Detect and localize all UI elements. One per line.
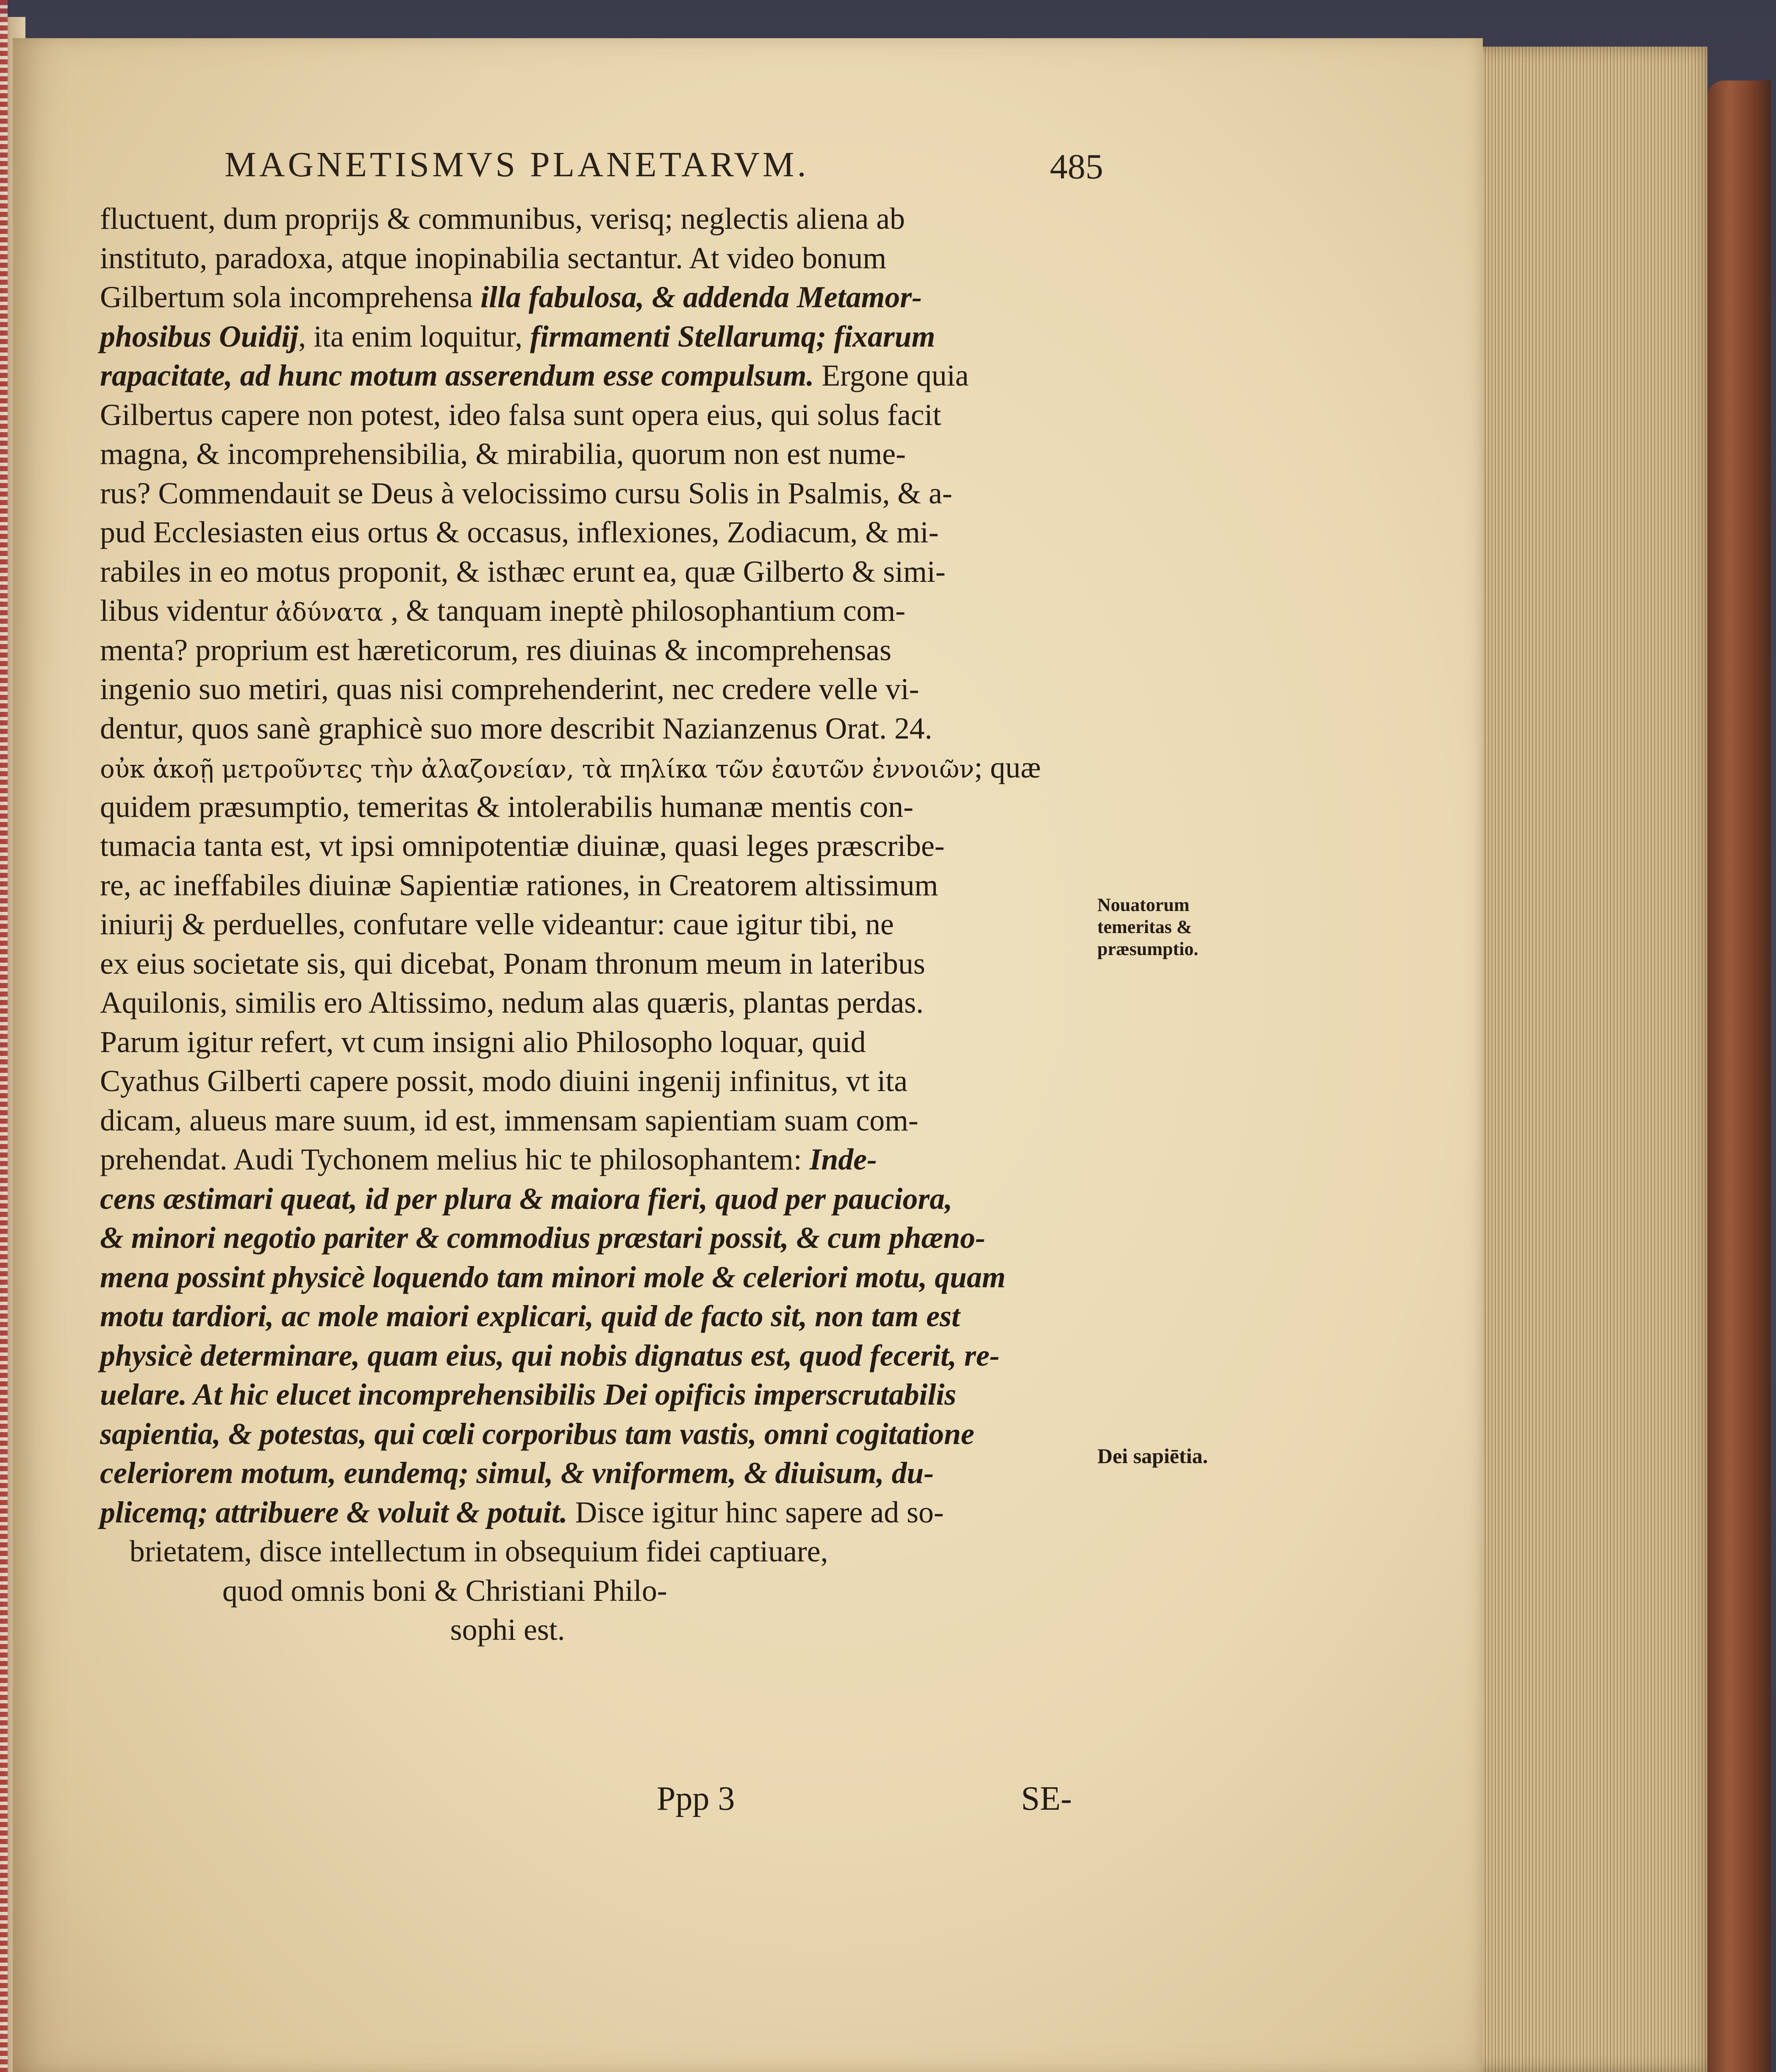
text-line [100,866,1096,905]
text-line [100,905,1096,944]
text-run: Parum igitur refert, vt cum insigni alio Philosopho loquar, quid [100,1025,866,1059]
text-run: menta? proprium est hæreticorum, res diuinas & incomprehensas [100,633,892,667]
text-line [100,1297,1096,1336]
text-run: fluctuent, dum proprijs & communibus, verisq; neglectis aliena ab [100,202,905,236]
page-number: 485 [1050,147,1103,186]
text-line [100,552,1096,592]
text-run: re, ac ineffabiles diuinæ Sapientiæ rationes, in Creatorem altissimum [100,868,938,902]
margin-note-nouatorum [1097,894,1198,960]
text-run: dicam, alueus mare suum, id est, immensam sapientiam suam com- [100,1103,919,1137]
text-line [100,1140,1096,1179]
text-run: pud Ecclesiasten eius ortus & occasus, inflexiones, Zodiacum, & mi- [100,515,939,549]
text-run: libus videntur [100,594,276,628]
text-line [100,1101,1096,1140]
text-line [100,1061,1096,1101]
text-line [100,1493,1096,1532]
running-title: MAGNETISMVS PLANETARVM. [225,145,809,184]
text-line [100,1375,1096,1414]
text-run: prehendat. Audi Tychonem melius hic te philosophantem: [100,1142,810,1176]
text-run: ingenio suo metiri, quas nisi comprehenderint, nec credere velle vi- [100,672,919,706]
text-line [100,513,1096,552]
margin-note-dei-sapientia: Dei sapiētia. [1097,1444,1208,1468]
text-line [100,826,1096,866]
text-line [100,1258,1096,1297]
signature-mark: Ppp 3 [657,1780,735,1817]
text-line [100,709,1096,748]
text-line [100,669,1096,709]
text-run: rabiles in eo motus proponit, & isthæc erunt ea, quæ Gilberto & simi- [100,554,946,589]
text-run: ; quæ [974,750,1041,784]
text-run: , & tanquam ineptè philosophantium com- [383,594,906,628]
greek-text: οὐκ ἀκοῇ μετροῦντες τὴν ἀλαζονείαν, τὰ πηλίκα τῶν ἐαυτῶν ἐννοιῶν [100,755,974,783]
italic-text: Inde- [809,1142,877,1176]
text-line [100,1179,1096,1219]
text-line [100,239,1096,278]
text-line [100,748,1096,787]
text-line [100,278,1096,317]
text-line [100,983,1096,1022]
italic-text: physicè determinare, quam eius, qui nobis dignatus est, quod fecerit, re- [100,1338,1000,1372]
text-line [100,199,1096,239]
italic-text: illa fabulosa, & addenda Metamor- [480,280,922,314]
text-run: instituto, paradoxa, atque inopinabilia sectantur. At video bonum [100,241,887,275]
text-line [100,395,1096,435]
text-run: , ita enim loquitur, [298,319,530,353]
text-run: tumacia tanta est, vt ipsi omnipotentiæ diuinæ, quasi leges præscribe- [100,829,945,863]
text-line [100,317,1096,356]
italic-text: motu tardiori, ac mole maiori explicari, quid de facto sit, non tam est [100,1299,960,1333]
italic-text: firmamenti Stellarumq; fixarum [530,319,935,353]
italic-text: uelare. At hic elucet incomprehensibilis Dei opificis imperscrutabilis [100,1378,957,1411]
text-line [100,1022,1096,1062]
italic-text: & minori negotio pariter & commodius præstari possit, & cum phæno- [100,1221,985,1255]
text-run: Aquilonis, similis ero Altissimo, nedum alas quæris, plantas perdas. [100,986,924,1019]
margin-note-line: Nouatorum [1097,894,1190,915]
greek-text: ἀδύνατα [275,598,383,627]
closing-line: sophi est. [450,1613,565,1647]
text-line [100,1218,1096,1258]
margin-note-line: præsumptio. [1097,939,1199,959]
italic-text: celeriorem motum, eundemq; simul, & vniformem, & diuisum, du- [100,1456,934,1490]
italic-text: sapientia, & potestas, qui cœli corporibus tam vastis, omni cogitatione [100,1417,974,1451]
text-run: dentur, quos sanè graphicè suo more describit Nazianzenus Orat. 24. [100,711,932,745]
italic-text: rapacitate, ad hunc motum asserendum esse compulsum. [100,358,814,392]
body-text [100,199,1100,1650]
italic-text: cens æstimari queat, id per plura & maiora fieri, quod per pauciora, [100,1181,953,1216]
text-line [100,1336,1096,1375]
closing-line: quod omnis boni & Christiani Philo- [222,1573,667,1608]
text-line [100,1453,1096,1493]
text-line [100,630,1096,670]
text-line [100,944,1096,983]
italic-text: phosibus Ouidij [100,319,299,353]
text-run: Ergone quia [814,358,969,392]
text-run: Gilbertus capere non potest, ideo falsa sunt opera eius, qui solus facit [100,397,941,432]
text-run: iniurij & perduelles, confutare velle videantur: caue igitur tibi, ne [100,907,894,941]
margin-note-line: temeritas & [1097,917,1192,937]
text-run: quidem præsumptio, temeritas & intolerabilis humanæ mentis con- [100,789,914,824]
italic-text: mena possint physicè loquendo tam minori mole & celeriori motu, quam [100,1260,1006,1294]
text-line [100,591,1096,630]
text-line [100,356,1096,395]
text-run: rus? Commendauit se Deus à velocissimo cursu Solis in Psalmis, & a- [100,476,952,510]
italic-text: plicemq; attribuere & voluit & potuit. [100,1495,568,1529]
closing-line: brietatem, disce intellectum in obsequium fidei captiuare, [129,1534,828,1568]
text-line [100,474,1096,513]
text-run: Gilbertum sola incomprehensa [100,280,481,314]
text-run: ex eius societate sis, qui dicebat, Ponam thronum meum in lateribus [100,946,925,980]
catchword: SE- [1021,1780,1072,1817]
text-line [100,787,1096,827]
text-line [100,434,1096,474]
text-run: magna, & incomprehensibilia, & mirabilia, quorum non est nume- [100,437,906,471]
text-run: Cyathus Gilberti capere possit, modo diuini ingenij infinitus, vt ita [100,1064,908,1098]
text-line [100,1414,1096,1454]
text-run: Disce igitur hinc sapere ad so- [567,1495,944,1529]
